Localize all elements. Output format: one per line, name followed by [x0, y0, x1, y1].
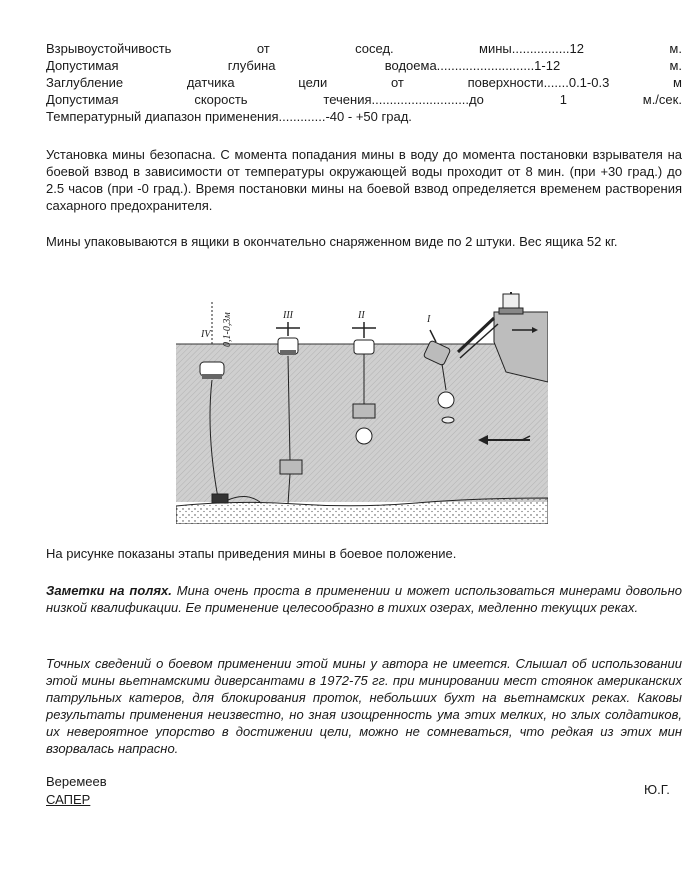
spec-text: Взрывоустойчивость [46, 41, 172, 56]
spec-line-sensor-depth [46, 74, 682, 91]
paragraph-packing: Мины упаковываются в ящики в окончательно снаряженном виде по 2 штуки. Вес ящика 52 кг. [46, 234, 618, 249]
spec-text: м. [669, 58, 682, 73]
saper-link[interactable]: САПЕР [46, 792, 91, 807]
spec-text: мины................12 [479, 41, 585, 56]
spec-text: поверхности.......0.1-0.3 [467, 75, 610, 90]
author-initials: Ю.Г. [644, 782, 670, 797]
spec-text: глубина [227, 58, 276, 73]
spec-text: Допустимая [46, 92, 119, 107]
spec-text: сосед. [355, 41, 394, 56]
stage-label: III [283, 310, 293, 321]
spec-text: цели [298, 75, 328, 90]
spec-text: Допустимая [46, 58, 119, 73]
spec-line-depth [46, 57, 682, 74]
margin-notes [46, 582, 682, 616]
spec-text: от [256, 41, 270, 56]
spec-text: Заглубление [46, 75, 124, 90]
notes-body: Мина очень проста в применении и может использоваться минерами довольно низкой квалификации. Ее применение целесообразно в тихих озерах, медленно текущих реках. [46, 583, 683, 615]
figure-caption: На рисунке показаны этапы приведения мины в боевое положение. [46, 546, 457, 561]
spec-text: м. [669, 41, 682, 56]
stage-label: IV [201, 329, 211, 340]
spec-text: м [673, 75, 682, 90]
spec-text: датчика [186, 75, 235, 90]
spec-text: от [390, 75, 404, 90]
spec-text: течения...........................до [323, 92, 484, 107]
spec-line-current-speed [46, 91, 682, 108]
author-name: Веремеев [46, 774, 107, 789]
spec-line-temperature [46, 108, 682, 125]
notes-title: Заметки на полях. [46, 583, 172, 598]
stage-label: II [358, 310, 365, 321]
stage-label: I [427, 314, 431, 325]
spec-text: м./сек. [642, 92, 682, 107]
depth-label: 0,1-0,3м [222, 312, 233, 347]
paragraph-combat-use: Точных сведений о боевом применении этой мины у автора не имеется. Слышал об использовании этой мины вьетнамскими диверсантами в 1972-75 гг. при минировании мест стоянок американских патрульных катеров, для блокирования проток, небольших бухт на вьетнамских реках. Каковы результаты применения неизвестно, но зная изощренность ума этих мелких, но злых солдатиков, их невероятное упорство в достижении цели, можно не сомневаться, что редкая из этих мин взорвалась напрасно. [46, 656, 682, 756]
spec-text: скорость [194, 92, 248, 107]
spec-text: 1 [559, 92, 567, 107]
spec-line-blast-resistance [46, 40, 682, 57]
spec-text: Температурный диапазон применения.............-40 - +50 град. [46, 109, 412, 124]
spec-text: водоема...........................1-12 [384, 58, 561, 73]
paragraph-installation: Установка мины безопасна. С момента попадания мины в воду до момента постановки взрывателя на боевой взвод в зависимости от температуры окружающей воды проходит от 8 мин. (при +30 град.) до 2.5 часов (при -0 град.). Время постановки мины на боевой взвод определяется временем растворения сахарного предохранителя. [46, 147, 682, 213]
mine-deployment-figure [176, 292, 548, 524]
water-area [176, 344, 548, 502]
